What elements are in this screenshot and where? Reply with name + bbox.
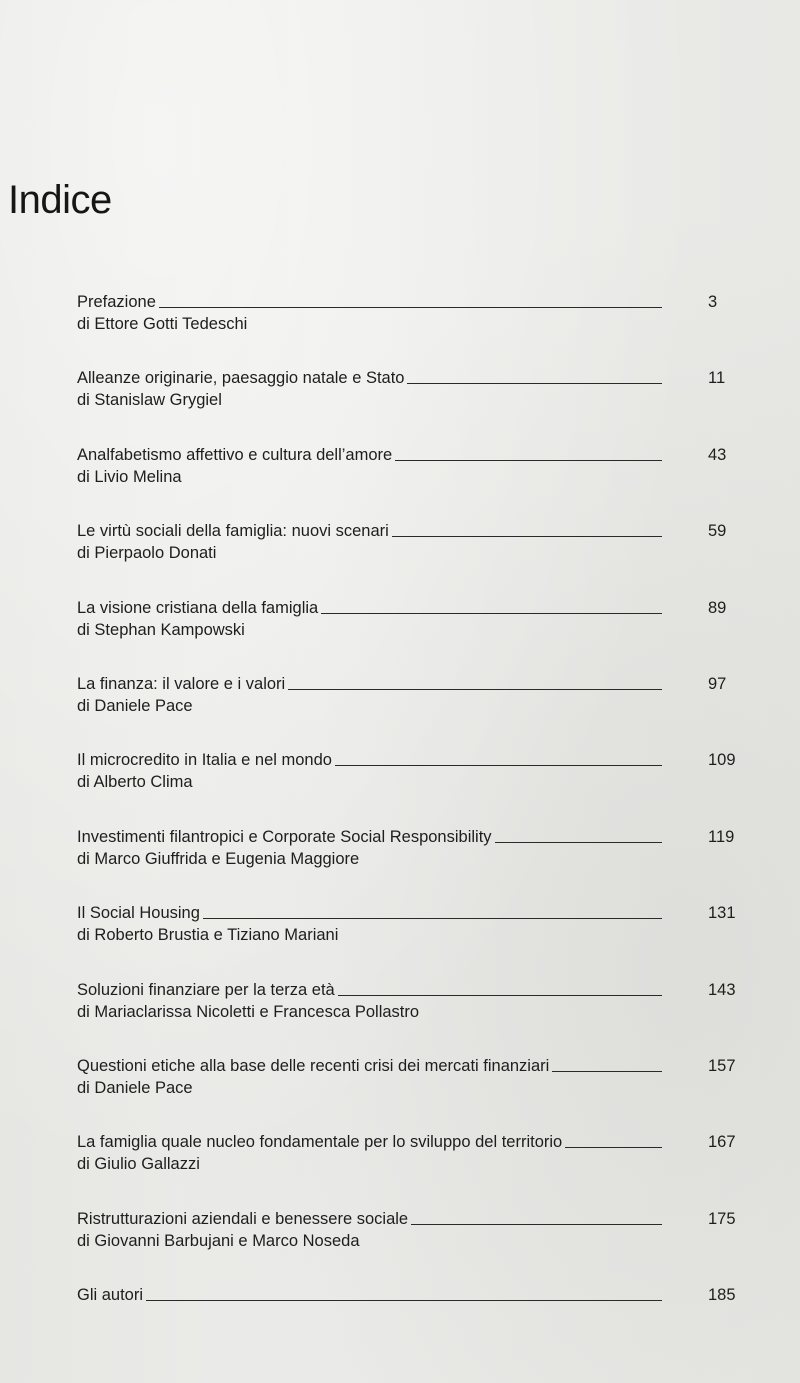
dotted-leader [335,765,662,766]
toc-entry-author: di Roberto Brustia e Tiziano Mariani [77,926,339,945]
toc-entry-title: Soluzioni finanziare per la terza età [77,980,335,999]
dotted-leader [146,1300,662,1301]
toc-entry-title: Alleanze originarie, paesaggio natale e Stato [77,369,405,388]
toc-entry-famiglia-nucleo[interactable] [77,1128,767,1204]
toc-entry-title: Ristrutturazioni aziendali e benessere sociale [77,1209,409,1228]
dotted-leader [552,1071,662,1072]
dotted-leader [495,842,662,843]
toc-entry-title: La finanza: il valore e i valori [77,674,286,693]
toc-entry-title: Gli autori [77,1286,144,1305]
toc-page-number: 175 [708,1209,736,1228]
toc-page-number: 11 [708,369,726,388]
dotted-leader [411,1224,662,1225]
toc-entry-social-housing[interactable] [77,899,767,975]
toc-title-line [77,364,662,388]
toc-title-line [77,1281,662,1305]
toc-title-line [77,1205,662,1229]
toc-entry-title: La famiglia quale nucleo fondamentale per lo sviluppo del territorio [77,1133,563,1152]
toc-entry-author: di Ettore Gotti Tedeschi [77,315,248,333]
toc-entry-author: di Mariaclarissa Nicoletti e Francesca Pollastro [77,1002,420,1021]
toc-title-line [77,976,662,1000]
toc-entry-author: di Stephan Kampowski [77,620,245,639]
toc-page-number: 157 [708,1056,736,1075]
toc-entry-alleanze[interactable] [77,364,767,440]
toc-page-number: 59 [708,522,727,541]
toc-entry-visione-cristiana[interactable] [77,594,767,670]
toc-entry-prefazione[interactable] [77,288,767,364]
toc-entry-finanza[interactable] [77,670,767,746]
dotted-leader [159,307,662,308]
toc-page-number: 97 [708,674,727,693]
toc-entry-author: di Alberto Clima [77,773,193,792]
dotted-leader [321,613,662,614]
toc-title-line [77,823,662,847]
toc-entry-analfabetismo[interactable] [77,441,767,517]
toc-page-number: 167 [708,1133,736,1152]
toc-title-line [77,441,662,465]
toc-page-number: 119 [708,827,735,846]
dotted-leader [392,536,662,537]
toc-page-number: 143 [708,980,736,999]
toc-entry-gli-autori[interactable] [77,1281,767,1357]
dotted-leader [565,1147,662,1148]
toc-entry-author: di Daniele Pace [77,1078,193,1097]
dotted-leader [395,460,662,461]
toc-entry-questioni-etiche[interactable] [77,1052,767,1128]
toc-page-number: 109 [708,751,736,770]
toc-entry-title: Investimenti filantropici e Corporate Social Responsibility [77,827,492,846]
toc-page-number: 131 [708,904,736,923]
toc-entry-title: La visione cristiana della famiglia [77,598,319,617]
toc-title-line [77,594,662,618]
toc-entry-title: Il Social Housing [77,904,200,923]
toc-title-line [77,899,662,923]
dotted-leader [288,689,662,690]
toc-entry-title: Analfabetismo affettivo e cultura dell’amore [77,445,393,464]
toc-page-number: 3 [708,293,718,311]
toc-title-line [77,746,662,770]
toc-entry-title: Prefazione [77,293,156,311]
toc-entry-author: di Daniele Pace [77,696,193,715]
page-title: Indice [8,178,112,222]
toc-page-number: 89 [708,598,727,617]
toc-entry-investimenti[interactable] [77,823,767,899]
toc-entry-title: Il microcredito in Italia e nel mondo [77,751,332,770]
toc-entry-author: di Stanislaw Grygiel [77,391,222,410]
toc-entry-title: Le virtù sociali della famiglia: nuovi scenari [77,522,389,541]
dotted-leader [407,383,662,384]
toc-title-line [77,1128,662,1152]
toc-entry-author: di Marco Giuffrida e Eugenia Maggiore [77,849,360,868]
toc-entry-author: di Pierpaolo Donati [77,544,217,563]
toc-page-number: 43 [708,445,727,464]
toc-page-number: 185 [708,1286,736,1305]
toc-entry-author: di Livio Melina [77,467,182,486]
toc-title-line [77,670,662,694]
toc-entry-virtu-sociali[interactable] [77,517,767,593]
toc-title-line [77,288,662,312]
toc-title-line [77,517,662,541]
toc-entry-title: Questioni etiche alla base delle recenti crisi dei mercati finanziari [77,1056,550,1075]
dotted-leader [203,918,662,919]
toc-entry-microcredito[interactable] [77,746,767,822]
toc-entry-author: di Giulio Gallazzi [77,1155,200,1174]
dotted-leader [338,995,662,996]
table-of-contents [77,288,767,1357]
toc-entry-soluzioni[interactable] [77,976,767,1052]
toc-entry-author: di Giovanni Barbujani e Marco Noseda [77,1231,360,1250]
toc-title-line [77,1052,662,1076]
toc-entry-ristrutturazioni[interactable] [77,1205,767,1281]
